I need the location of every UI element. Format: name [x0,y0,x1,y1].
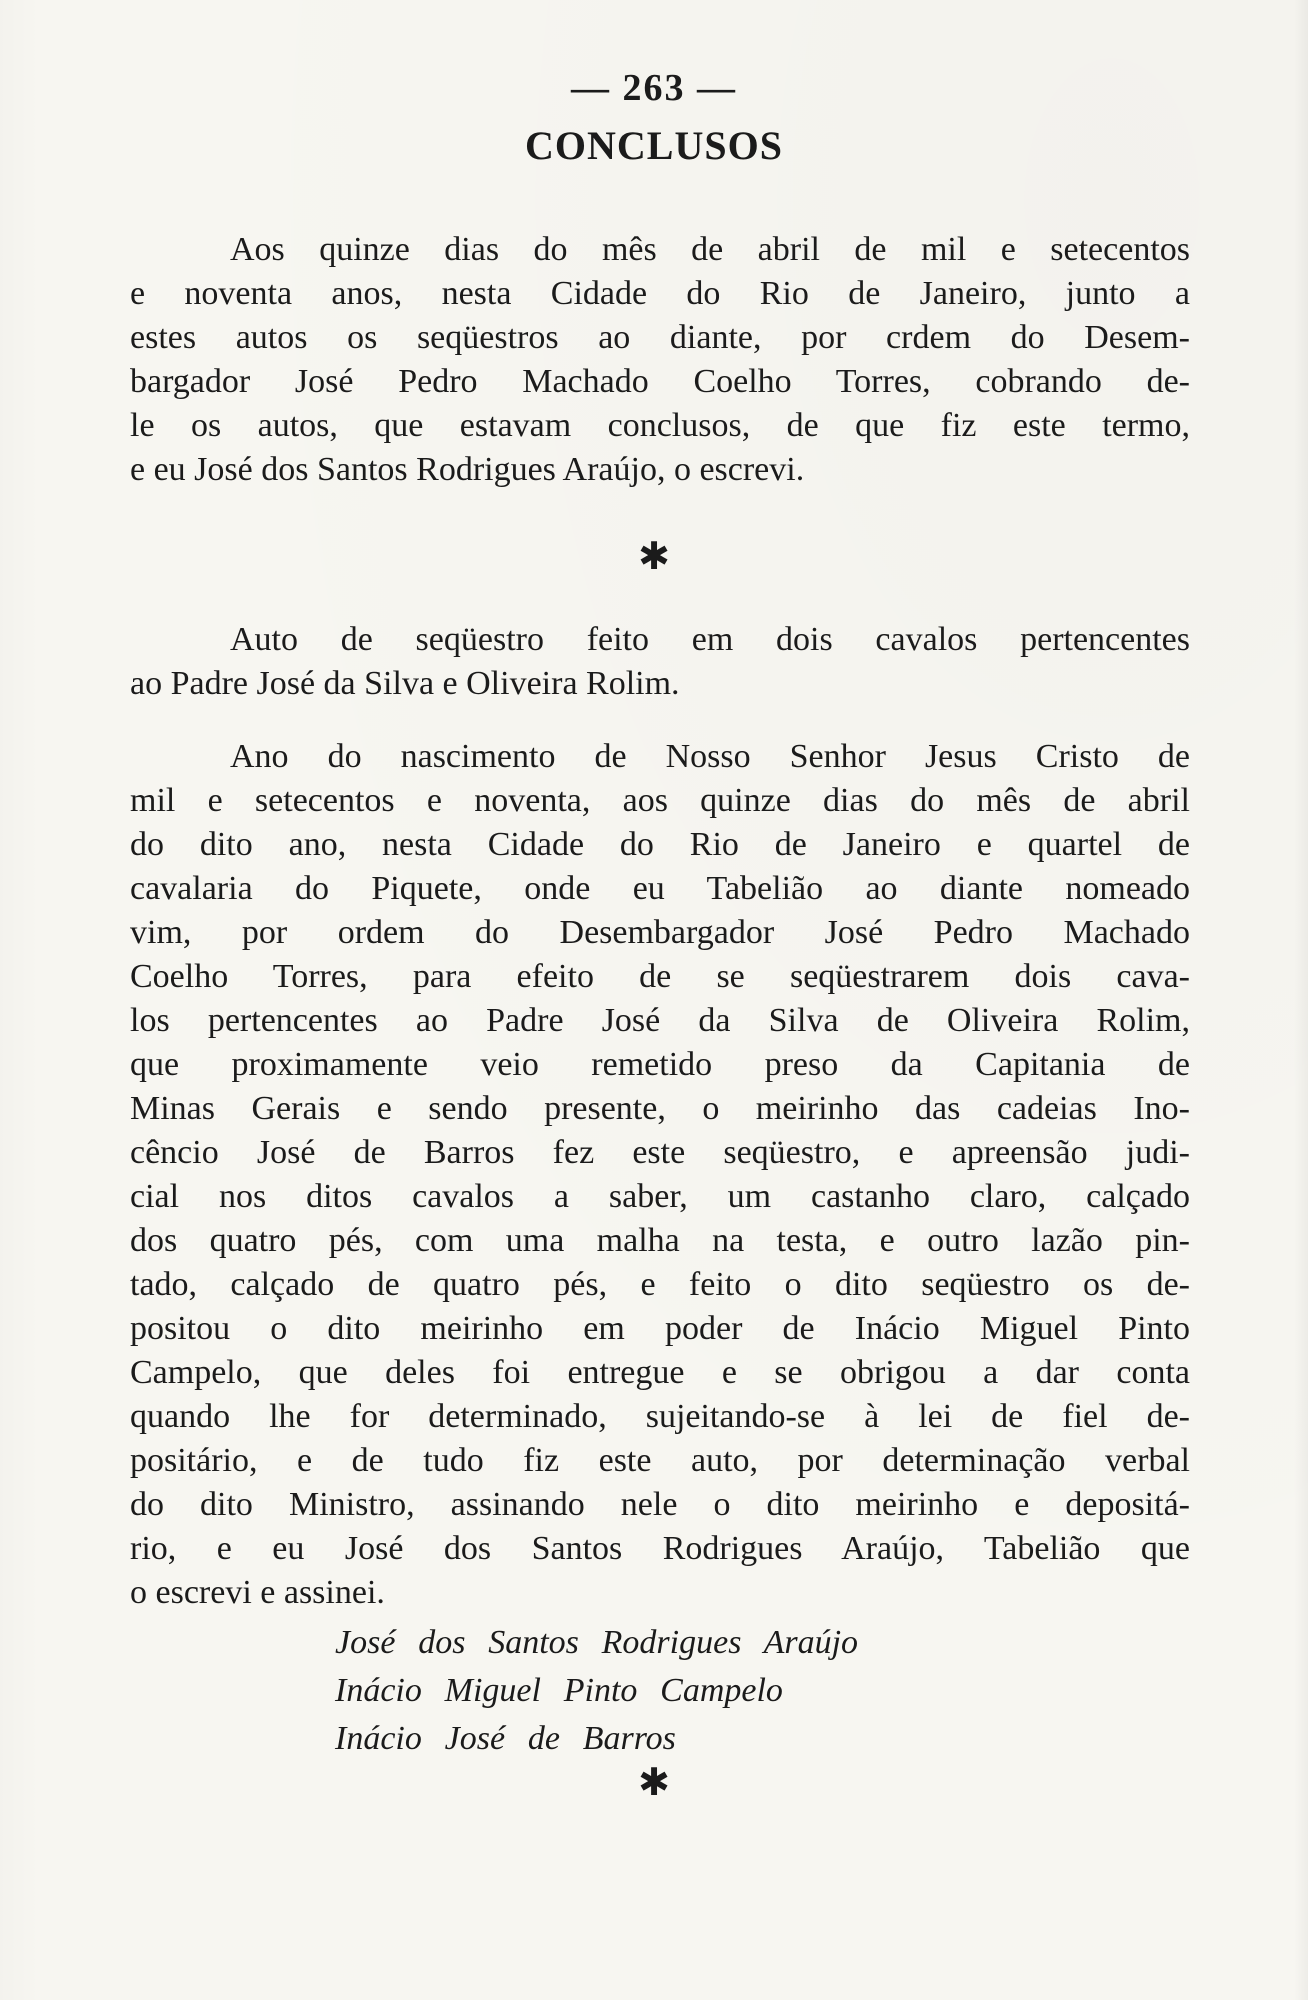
text-line: cavalaria do Piquete, onde eu Tabelião ao diante nomeado [130,870,1190,907]
text-line: le os autos, que estavam conclusos, de que fiz este termo, [130,407,1190,444]
signature-block [335,1619,858,1763]
text-line: que proximamente veio remetido preso da Capitania de [130,1046,1190,1083]
separator-asterisk-1: ✱ [638,534,670,578]
paragraph-conclusos-term [130,228,1190,492]
signature-line: Inácio José de Barros [335,1720,676,1757]
text-line: tado, calçado de quatro pés, e feito o dito seqüestro os de- [130,1266,1190,1303]
page-title: CONCLUSOS [525,123,783,168]
text-line: bargador José Pedro Machado Coelho Torres, cobrando de- [130,363,1190,400]
text-line: do dito ano, nesta Cidade do Rio de Janeiro e quartel de [130,826,1190,863]
text-line: Minas Gerais e sendo presente, o meirinho das cadeias Ino- [130,1090,1190,1127]
text-line: Campelo, que deles foi entregue e se obrigou a dar conta [130,1354,1190,1391]
text-line: estes autos os seqüestros ao diante, por crdem do Desem- [130,319,1190,356]
text-line: cial nos ditos cavalos a saber, um castanho claro, calçado [130,1178,1190,1215]
text-line: e eu José dos Santos Rodrigues Araújo, o escrevi. [130,451,805,488]
paragraph-auto-sequestro-intro [130,618,1190,706]
paragraph-auto-sequestro-body [130,735,1190,1615]
text-line: dos quatro pés, com uma malha na testa, e outro lazão pin- [130,1222,1190,1259]
text-line: los pertencentes ao Padre José da Silva de Oliveira Rolim, [130,1002,1190,1039]
text-line: vim, por ordem do Desembargador José Pedro Machado [130,914,1190,951]
separator-asterisk-2: ✱ [638,1760,670,1804]
text-line: Aos quinze dias do mês de abril de mil e setecentos [230,231,1190,268]
text-line: Coelho Torres, para efeito de se seqüestrarem dois cava- [130,958,1190,995]
text-line: positou o dito meirinho em poder de Inácio Miguel Pinto [130,1310,1190,1347]
signature-line: José dos Santos Rodrigues Araújo [335,1624,859,1661]
text-line: Ano do nascimento de Nosso Senhor Jesus Cristo de [230,738,1190,775]
text-line: cêncio José de Barros fez este seqüestro, e apreensão judi- [130,1134,1190,1171]
text-line: positário, e de tudo fiz este auto, por determinação verbal [130,1442,1190,1479]
signature-line: Inácio Miguel Pinto Campelo [335,1672,783,1709]
text-line: e noventa anos, nesta Cidade do Rio de Janeiro, junto a [130,275,1190,312]
text-line: o escrevi e assinei. [130,1574,385,1611]
text-line: mil e setecentos e noventa, aos quinze dias do mês de abril [130,782,1190,819]
text-line: quando lhe for determinado, sujeitando-se à lei de fiel de- [130,1398,1190,1435]
text-line: Auto de seqüestro feito em dois cavalos pertencentes [230,621,1190,658]
text-line: ao Padre José da Silva e Oliveira Rolim. [130,665,680,702]
page-number: — 263 — [571,67,737,109]
text-line: rio, e eu José dos Santos Rodrigues Araújo, Tabelião que [130,1530,1190,1567]
text-line: do dito Ministro, assinando nele o dito meirinho e depositá- [130,1486,1190,1523]
